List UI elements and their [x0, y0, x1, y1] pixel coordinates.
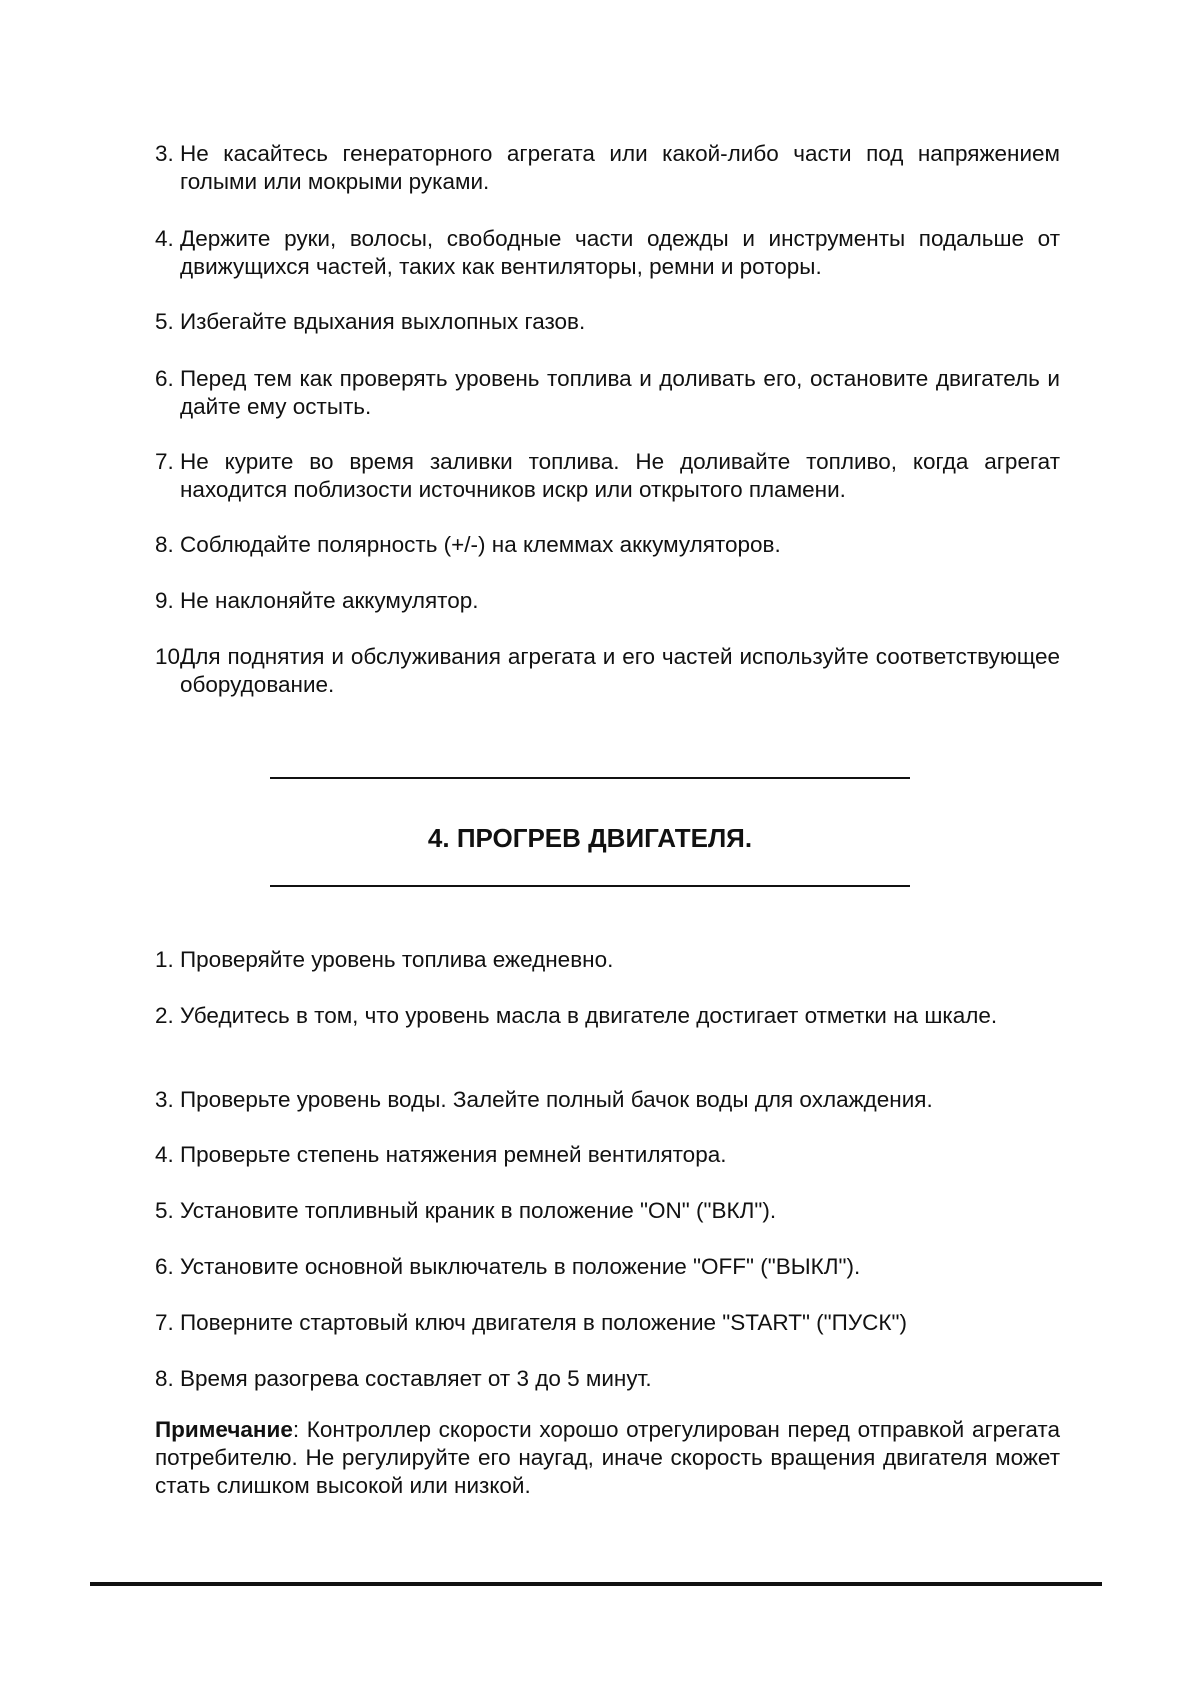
- item-text: Проверяйте уровень топлива ежедневно.: [180, 947, 614, 972]
- item-number: 1.: [155, 947, 174, 972]
- list-item: [155, 1309, 1060, 1337]
- item-number: 7.: [155, 1310, 174, 1335]
- item-number: 8.: [155, 532, 174, 557]
- list-item: [155, 643, 1060, 699]
- item-text: Поверните стартовый ключ двигателя в положение "START" ("ПУСК"): [180, 1310, 907, 1335]
- item-number: 4.: [155, 1142, 174, 1167]
- list-item: [155, 448, 1060, 504]
- list-item: [155, 1365, 1060, 1393]
- item-text: Убедитесь в том, что уровень масла в двигателе достигает отметки на шкале.: [180, 1003, 998, 1028]
- list-item: [155, 1197, 1060, 1225]
- list-item: [155, 1253, 1060, 1281]
- item-number: 4.: [155, 226, 174, 251]
- item-text: Время разогрева составляет от 3 до 5 минут.: [180, 1366, 652, 1391]
- item-text: Не касайтесь генераторного агрегата или какой-либо части под напряжением голыми или мокрыми руками.: [180, 141, 1060, 194]
- item-text: Соблюдайте полярность (+/-) на клеммах аккумуляторов.: [180, 532, 781, 557]
- item-number: 6.: [155, 1254, 174, 1279]
- item-text: Не курите во время заливки топлива. Не доливайте топливо, когда агрегат находится поблизости источников искр или открытого пламени.: [180, 449, 1060, 502]
- item-text: Проверьте уровень воды. Залейте полный бачок воды для охлаждения.: [180, 1087, 933, 1112]
- item-number: 3.: [155, 1087, 174, 1112]
- item-number: 2.: [155, 1003, 174, 1028]
- list-item: [155, 587, 1060, 615]
- item-text: Установите топливный краник в положение "ON" ("ВКЛ").: [180, 1198, 777, 1223]
- item-text: Проверьте степень натяжения ремней вентилятора.: [180, 1142, 727, 1167]
- list-item: [155, 1086, 1060, 1114]
- note-label: Примечание: [155, 1417, 293, 1442]
- item-text: Держите руки, волосы, свободные части одежды и инструменты подальше от движущихся частей, таких как вентиляторы, ремни и роторы.: [180, 226, 1060, 279]
- item-number: 8.: [155, 1366, 174, 1391]
- footer-rule: [90, 1582, 1102, 1586]
- item-number: 5.: [155, 309, 174, 334]
- item-number: 3.: [155, 141, 174, 166]
- note-text: : Контроллер скорости хорошо отрегулирован перед отправкой агрегата потребителю. Не регулируйте его наугад, иначе скорость вращения двигателя может стать слишком высокой или низкой.: [155, 1417, 1060, 1498]
- list-item: [155, 140, 1060, 196]
- list-item: [155, 308, 1060, 336]
- list-item: [155, 531, 1060, 559]
- item-text: Установите основной выключатель в положение "OFF" ("ВЫКЛ").: [180, 1254, 861, 1279]
- section-heading: 4. ПРОГРЕВ ДВИГАТЕЛЯ.: [427, 823, 753, 853]
- list-item: [155, 1141, 1060, 1169]
- heading-bottom-rule: [270, 885, 910, 887]
- item-number: 6.: [155, 366, 174, 391]
- item-number: 10.: [155, 644, 187, 669]
- heading-top-rule: [270, 777, 910, 779]
- item-text: Перед тем как проверять уровень топлива и доливать его, остановите двигатель и дайте ему остыть.: [180, 366, 1060, 419]
- list-item: [155, 225, 1060, 281]
- item-number: 9.: [155, 588, 174, 613]
- item-number: 5.: [155, 1198, 174, 1223]
- item-text: Для поднятия и обслуживания агрегата и его частей используйте соответствующее оборудование.: [180, 644, 1060, 697]
- note-paragraph: [155, 1416, 1060, 1500]
- item-text: Не наклоняйте аккумулятор.: [180, 588, 479, 613]
- list-item: [155, 1002, 1060, 1030]
- list-item: [155, 365, 1060, 421]
- item-text: Избегайте вдыхания выхлопных газов.: [180, 309, 586, 334]
- list-item: [155, 946, 1060, 974]
- item-number: 7.: [155, 449, 174, 474]
